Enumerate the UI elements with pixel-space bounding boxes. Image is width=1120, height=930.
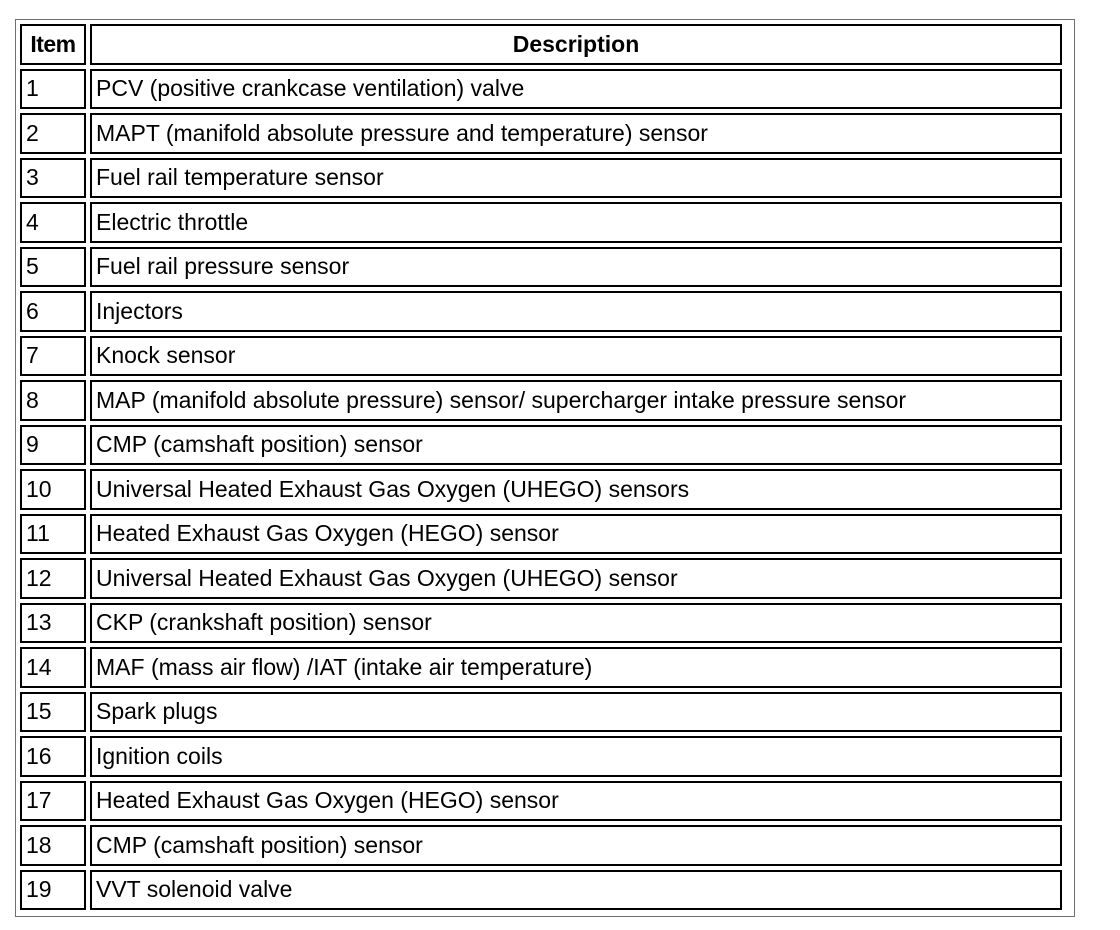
table-row	[20, 247, 1062, 288]
table-row	[20, 692, 1062, 733]
item-description: CKP (crankshaft position) sensor	[90, 603, 1062, 644]
item-description: Ignition coils	[90, 736, 1062, 777]
table-body	[20, 69, 1062, 911]
table-row	[20, 113, 1062, 154]
item-number: 1	[20, 69, 86, 110]
item-description: MAF (mass air flow) /IAT (intake air temperature)	[90, 647, 1062, 688]
table-row	[20, 469, 1062, 510]
item-description: MAP (manifold absolute pressure) sensor/ supercharger intake pressure sensor	[90, 380, 1062, 421]
table-row	[20, 336, 1062, 377]
table-row	[20, 558, 1062, 599]
item-description: Heated Exhaust Gas Oxygen (HEGO) sensor	[90, 781, 1062, 822]
item-number: 18	[20, 825, 86, 866]
item-number: 11	[20, 514, 86, 555]
item-number: 9	[20, 425, 86, 466]
table-row	[20, 781, 1062, 822]
table-row	[20, 69, 1062, 110]
table-row	[20, 291, 1062, 332]
item-description: Knock sensor	[90, 336, 1062, 377]
table-row	[20, 603, 1062, 644]
item-description: Fuel rail temperature sensor	[90, 158, 1062, 199]
item-number: 19	[20, 870, 86, 911]
item-description: MAPT (manifold absolute pressure and temperature) sensor	[90, 113, 1062, 154]
item-description: Spark plugs	[90, 692, 1062, 733]
item-number: 2	[20, 113, 86, 154]
table-row	[20, 202, 1062, 243]
item-description: Heated Exhaust Gas Oxygen (HEGO) sensor	[90, 514, 1062, 555]
item-description: Universal Heated Exhaust Gas Oxygen (UHEGO) sensor	[90, 558, 1062, 599]
table-row	[20, 158, 1062, 199]
header-row	[20, 24, 1062, 65]
item-number: 4	[20, 202, 86, 243]
table-row	[20, 825, 1062, 866]
item-description: Electric throttle	[90, 202, 1062, 243]
description-column-header: Description	[90, 24, 1062, 65]
item-number: 16	[20, 736, 86, 777]
item-number: 8	[20, 380, 86, 421]
item-number: 12	[20, 558, 86, 599]
table-row	[20, 380, 1062, 421]
item-description: PCV (positive crankcase ventilation) valve	[90, 69, 1062, 110]
item-description: VVT solenoid valve	[90, 870, 1062, 911]
table-row	[20, 736, 1062, 777]
item-description: Universal Heated Exhaust Gas Oxygen (UHEGO) sensors	[90, 469, 1062, 510]
item-description: CMP (camshaft position) sensor	[90, 425, 1062, 466]
item-number: 14	[20, 647, 86, 688]
table-row	[20, 514, 1062, 555]
component-legend-table	[16, 20, 1066, 914]
item-description: Fuel rail pressure sensor	[90, 247, 1062, 288]
item-column-header: Item	[20, 24, 86, 65]
item-description: Injectors	[90, 291, 1062, 332]
item-number: 15	[20, 692, 86, 733]
item-number: 6	[20, 291, 86, 332]
item-number: 10	[20, 469, 86, 510]
item-number: 3	[20, 158, 86, 199]
item-number: 7	[20, 336, 86, 377]
table-row	[20, 425, 1062, 466]
table-row	[20, 647, 1062, 688]
item-description: CMP (camshaft position) sensor	[90, 825, 1062, 866]
item-number: 5	[20, 247, 86, 288]
item-number: 17	[20, 781, 86, 822]
item-number: 13	[20, 603, 86, 644]
table-row	[20, 870, 1062, 911]
